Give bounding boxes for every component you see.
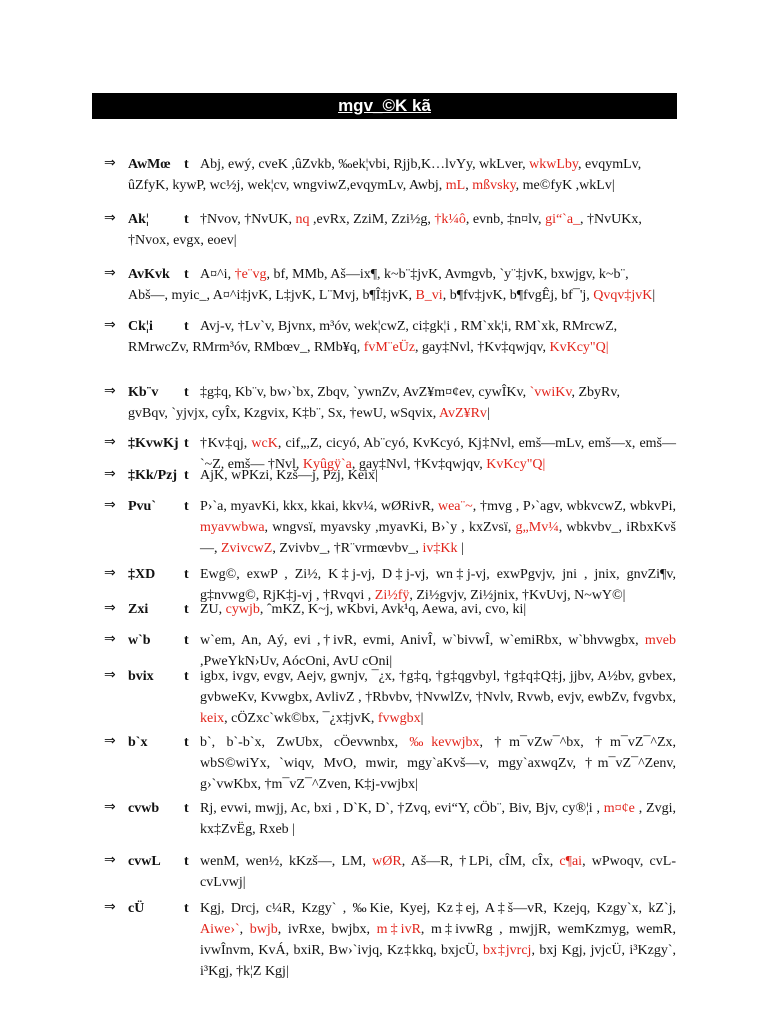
separator-mark: t: [184, 801, 189, 816]
synonym-text: , gay‡Nvl, †Kv‡qwjqv,: [415, 340, 550, 355]
definition-continuation: [128, 285, 676, 306]
separator-mark: t: [184, 633, 189, 648]
highlighted-word: g„Mv¼: [515, 520, 559, 535]
synonym-text: , b¶fv‡jvK, b¶fvgÊj, bf¯'j,: [442, 288, 594, 303]
highlighted-word: myavwbwa: [200, 520, 265, 535]
synonym-entry: [104, 382, 676, 424]
synonym-text: ,evRx, ZziM, Zzi½g,: [309, 212, 435, 227]
synonym-text: Abš—, myic_, A¤^i‡jvK, L‡jvK, L¨Mvj, b¶Î‡jvK,: [128, 288, 416, 303]
synonym-entry: [104, 264, 676, 306]
highlighted-word: bx‡jvrcj: [483, 943, 532, 958]
arrow-icon: ⇒: [104, 265, 116, 281]
definition: [200, 599, 676, 620]
highlighted-word: wcK: [251, 436, 278, 451]
page-title: mgv_©K kã: [92, 93, 677, 119]
synonym-entry: [104, 898, 676, 982]
definition-continuation: [128, 230, 676, 251]
headword: Pvu`: [128, 499, 156, 514]
headword: Zxi: [128, 602, 149, 617]
synonym-text: , Zvivbv_, †R¨vrmœvbv_,: [272, 541, 423, 556]
highlighted-word: Kyûgÿ`a: [302, 457, 352, 472]
separator-mark: t: [184, 385, 189, 400]
synonym-text: |: [420, 711, 424, 726]
synonym-entry: [104, 465, 676, 486]
highlighted-word: m¤¢e: [603, 801, 635, 816]
arrow-icon: ⇒: [104, 317, 116, 333]
definition: [200, 496, 676, 559]
synonym-text: w`em, An, Aý, evi ,†ivR, evmi, AnivÎ, w`bivwÎ, w`emiRbx, w`bhvwgbx,: [200, 633, 645, 648]
separator-mark: t: [184, 319, 189, 334]
highlighted-word: iv‡Kk: [422, 541, 458, 556]
separator-mark: t: [184, 567, 189, 582]
headword: ‡Kk/Pzj: [128, 468, 177, 483]
separator-mark: t: [184, 669, 189, 684]
synonym-entry: [104, 316, 676, 358]
synonym-text: , evqymLv,: [578, 157, 642, 172]
synonym-text: , Zi½gvjv, Zi½jnix, †KvUvj, N~wY©|: [409, 588, 626, 603]
separator-mark: t: [184, 267, 189, 282]
separator-mark: t: [184, 854, 189, 869]
highlighted-word: Zi½fÿ: [374, 588, 410, 603]
synonym-text: , gay‡Nvl, †Kv‡qwjqv,: [351, 457, 487, 472]
highlighted-word: B_vi: [415, 288, 443, 303]
synonym-text: , wbkvbv_, iRbxKvš—,: [200, 520, 676, 556]
synonym-text: †Nvov, †NvUK,: [200, 212, 296, 227]
synonym-text: ,PweYkN›Uv, AócOni, AvU cOni|: [200, 654, 393, 669]
highlighted-word: fvwgbx: [377, 711, 421, 726]
synonym-text: , bxj Kgj, jvjcÜ, i³Kzgy`, i³Kgj, †k¦Z Kgj|: [200, 943, 676, 979]
synonym-text: , ˆmKZ, K~j, wKbvi, Avk¹q, Aewa, avi, cvo, ki|: [259, 602, 527, 617]
separator-mark: t: [184, 735, 189, 750]
highlighted-word: bwjb: [249, 922, 278, 937]
headword: Kb¨v: [128, 385, 159, 400]
arrow-icon: ⇒: [104, 434, 116, 450]
definition: [200, 732, 676, 795]
definition-continuation: [128, 175, 676, 196]
definition-continuation: [128, 403, 676, 424]
definition-continuation: [128, 337, 676, 358]
highlighted-word: Qvqv‡jvK: [593, 288, 653, 303]
synonym-text: Avj-v, †Lv`v, Bjvnx, m³óv, wek¦cwZ, ci‡gk¦i , RM`xk¦i, RM`xk, RMrcwZ,: [200, 319, 618, 334]
synonym-text: b`, b`-b`x, ZwUbx, cÖevwnbx,: [200, 735, 410, 750]
separator-mark: t: [184, 901, 189, 916]
synonym-entry: [104, 798, 676, 840]
definition: [200, 465, 676, 486]
synonym-entry: [104, 732, 676, 795]
synonym-entry: [104, 599, 676, 620]
arrow-icon: ⇒: [104, 383, 116, 399]
headword: w`b: [128, 633, 151, 648]
headword: cÜ: [128, 901, 145, 916]
highlighted-word: ‰kevwjbx: [409, 735, 480, 750]
highlighted-word: keix: [200, 711, 225, 726]
separator-mark: t: [184, 499, 189, 514]
synonym-text: , †NvUKx,: [580, 212, 642, 227]
synonym-text: , wPwoqv, cvL-cvLvwj|: [200, 854, 676, 890]
headword: cvwL: [128, 854, 161, 869]
synonym-text: , Aš—R, †LPi, cÎM, cÎx,: [401, 854, 560, 869]
synonym-entry: [104, 851, 676, 893]
highlighted-word: mveb: [644, 633, 676, 648]
arrow-icon: ⇒: [104, 155, 116, 171]
highlighted-word: mL: [445, 178, 466, 193]
separator-mark: t: [184, 212, 189, 227]
highlighted-word: mßvsky: [472, 178, 516, 193]
synonym-text: , m‡ivwRg , mwjjR, wemKzmyg, wemR, ivwÎnvm, KvÁ, bxiR, Bw›`ivjq, Kz‡kkq, bxjcÜ,: [200, 922, 677, 958]
arrow-icon: ⇒: [104, 210, 116, 226]
definition: [200, 898, 676, 982]
synonym-text: , cÖZxc`wk©bx, ¯¿x‡jvK,: [224, 711, 378, 726]
separator-mark: t: [184, 157, 189, 172]
synonym-text: , me©fyK ,wkLv|: [515, 178, 615, 193]
synonym-text: , †mvg , P›`agv, wbkvcwZ, wbkvPi,: [472, 499, 676, 514]
synonym-text: ZU,: [200, 602, 226, 617]
separator-mark: t: [184, 468, 189, 483]
highlighted-word: gi“`a_: [545, 212, 581, 227]
highlighted-word: KvKcy"Q|: [486, 457, 546, 472]
synonym-text: †Nvox, evgx, eoev|: [128, 233, 237, 248]
arrow-icon: ⇒: [104, 852, 116, 868]
separator-mark: t: [184, 602, 189, 617]
synonym-text: Rj, evwi, mwjj, Ac, bxi , D`K, D`, †Zvq, evi“Y, cÖb¨, Biv, Bjv, cy®¦i ,: [200, 801, 604, 816]
synonym-entry: [104, 496, 676, 559]
highlighted-word: wØR: [372, 854, 402, 869]
headword: AwMœ: [128, 157, 171, 172]
highlighted-word: AvZ¥Rv: [438, 406, 487, 421]
definition: [200, 851, 676, 893]
definition: [128, 382, 676, 424]
highlighted-word: wkwLby: [529, 157, 578, 172]
synonym-text: ,: [239, 922, 250, 937]
synonym-text: , bf, MMb, Aš—ix¶, k~b¨‡jvK, Avmgvb, `y¨‡jvK, bxwjgv, k~b¨,: [266, 267, 629, 282]
synonym-text: P›`a, myavKi, kkx, kkai, kkv¼, wØRivR,: [200, 499, 438, 514]
synonym-text: A¤^i,: [200, 267, 235, 282]
synonym-text: igbx, ivgv, evgv, Aejv, gwnjv, ¯¿x, †g‡q, †g‡qgvbyl, †g‡q‡Q‡j, jjbv, A½bv, gvbex, gvbweKv, Kvwgbx, AvlivZ , †Rbvbv, †NvwlZv, †Nvlv, Rvwb, evjv, ewbZv, fvgvbx,: [200, 669, 676, 705]
highlighted-word: Aiwe›`: [200, 922, 240, 937]
highlighted-word: cywjb: [225, 602, 260, 617]
headword: ‡XD: [128, 567, 156, 582]
definition: [200, 798, 676, 840]
synonym-entry: [104, 209, 676, 251]
highlighted-word: †k¼ô: [434, 212, 466, 227]
synonym-entry: [104, 666, 676, 729]
highlighted-word: KvKcy"Q|: [549, 340, 609, 355]
synonym-text: †Kv‡qj,: [200, 436, 252, 451]
headword: ‡KvwKj: [128, 436, 179, 451]
arrow-icon: ⇒: [104, 497, 116, 513]
headword: cvwb: [128, 801, 160, 816]
arrow-icon: ⇒: [104, 667, 116, 683]
synonym-entry: [104, 154, 676, 196]
headword: Ck¦i: [128, 319, 153, 334]
synonym-text: Ewg©, exwP , Zi½, K‡j-vj, D‡j-vj, wn‡j-vj, exwPgvjv, jni , jnix, gnvZi¶v, g‡nvwg©, RjK‡j-vj , †Rvqvi ,: [200, 567, 676, 603]
synonym-text: , Zvgi, kx‡ZvËg, Rxeb |: [200, 801, 676, 837]
synonym-text: |: [457, 541, 464, 556]
arrow-icon: ⇒: [104, 565, 116, 581]
synonym-text: , ZbyRv,: [571, 385, 620, 400]
headword: bvix: [128, 669, 154, 684]
synonym-text: , ivRxe, bwjbx,: [277, 922, 377, 937]
highlighted-word: fvM¨eÜz: [363, 340, 416, 355]
highlighted-word: nq: [295, 212, 310, 227]
highlighted-word: c¶ai: [559, 854, 583, 869]
synonym-text: gvBqv, `yjvjx, cyÎx, Kzgvix, K‡b¨, Sx, †ewU, wSqvix,: [128, 406, 439, 421]
synonym-text: Kgj, Drcj, c¼R, Kzgy` , ‰Kie, Kyej, Kz‡ej, A‡š—vR, Kzejq, Kzgy`x, kZ`j,: [200, 901, 676, 916]
synonym-text: , cif„,Z, cicyó, Ab¨cyó, KvKcyó, Kj‡Nvl, emš—mLv, emš—x, emš—`~Z, emš— †Nvl,: [200, 436, 677, 472]
headword: b`x: [128, 735, 148, 750]
highlighted-word: wea¨~: [437, 499, 473, 514]
synonym-text: |: [486, 406, 490, 421]
synonym-text: , †m¯vZw¯^bx, †m¯vZ¯^Zx, wbS©wiYx, `wiqv, MvO, mwir, mgy`aKvš—v, mgy`axwqZv, †m¯vZ¯^Zenv, g›`vwKbx, †m¯vZ¯^Zven, K‡j-vwjbx|: [200, 735, 677, 792]
synonym-text: , wngvsï, myavsky ,myavKi, B›`y , kxZvsï,: [264, 520, 516, 535]
synonym-text: RMrwcZv, RMrm³óv, RMbœv_, RMb¥q,: [128, 340, 364, 355]
synonym-text: ,: [465, 178, 473, 193]
arrow-icon: ⇒: [104, 600, 116, 616]
arrow-icon: ⇒: [104, 733, 116, 749]
synonym-text: AjK, wPKzi, Kzš—j, Pzj, Keix|: [200, 468, 378, 483]
headword: Ak¦: [128, 212, 149, 227]
highlighted-word: m‡ivR: [376, 922, 421, 937]
synonym-text: ‡g‡q, Kb¨v, bw›`bx, Zbqv, `ywnZv, AvZ¥m¤¢ev, cywÎKv,: [200, 385, 530, 400]
arrow-icon: ⇒: [104, 899, 116, 915]
highlighted-word: †e¨vg: [234, 267, 267, 282]
separator-mark: t: [184, 436, 189, 451]
definition: [200, 666, 676, 729]
synonym-text: wenM, wen½, kKzš—, LM,: [200, 854, 373, 869]
synonym-text: |: [652, 288, 656, 303]
synonym-text: ûZfyK, kywP, wc½j, wek¦cv, wngviwZ,evqymLv, Awbj,: [128, 178, 446, 193]
synonym-text: , evnb, ‡n¤lv,: [465, 212, 546, 227]
arrow-icon: ⇒: [104, 799, 116, 815]
synonym-text: Abj, ewý, cveK ,ûZvkb, ‰ek¦vbi, Rjjb,K…lvYy, wkLver,: [200, 157, 530, 172]
highlighted-word: ZvivcwZ: [221, 541, 273, 556]
highlighted-word: `vwiKv: [529, 385, 572, 400]
headword: AvKvk: [128, 267, 170, 282]
arrow-icon: ⇒: [104, 466, 116, 482]
arrow-icon: ⇒: [104, 631, 116, 647]
